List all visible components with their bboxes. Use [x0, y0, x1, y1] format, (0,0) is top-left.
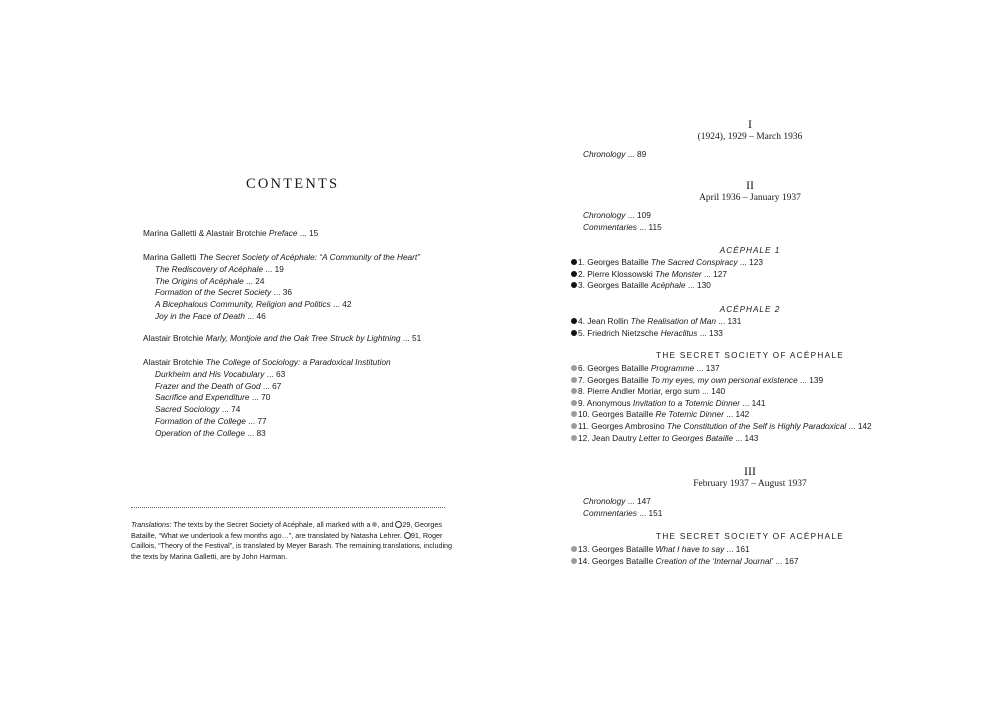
list-item: 3. Georges Bataille Acéphale ... 130: [571, 280, 763, 292]
list-item: 14. Georges Bataille Creation of the ‘Internal Journal’ ... 167: [571, 556, 799, 568]
acephale1-heading: ACÉPHALE 1: [719, 246, 781, 255]
grey-dot-icon: [571, 558, 577, 564]
entry-author: Alastair Brotchie: [143, 333, 204, 343]
entry-title: The Secret Society of Acéphale: “A Community of the Heart”: [198, 252, 421, 262]
list-item: 10. Georges Bataille Re Totemic Dinner ... 142: [571, 409, 872, 421]
toc-subitem: A Bicephalous Community, Religion and Politics ... 42: [155, 299, 352, 310]
society-heading: THE SECRET SOCIETY OF ACÉPHALE: [656, 532, 844, 541]
list-item: 8. Pierre Andler Moriar, ergo sum ... 140: [571, 386, 872, 398]
part2-entries: Chronology ... 109 Commentaries ... 115: [583, 210, 662, 232]
list-item: 12. Jean Dautry Letter to Georges Bataille ... 143: [571, 433, 872, 445]
grey-dot-icon: [571, 411, 577, 417]
translations-footnote: Translations: The texts by the Secret Society of Acéphale, all marked with a , and 29, Georges Bataille, “What we undertook a few months ago…”, are translated by Natasha Lehrer. 91, Roger Caillois, “Theory of the Festival”, is translated by Meyer Barash. The remaining translations, including the texts by Marina Galletti, are by John Harman.: [131, 520, 453, 561]
toc-subitem: The Rediscovery of Acéphale ... 19: [155, 263, 284, 274]
list-item: 6. Georges Bataille Programme ... 137: [571, 363, 872, 375]
open-circle-icon: [404, 532, 411, 539]
part-dates: April 1936 – January 1937: [699, 193, 801, 203]
list-item: 2. Pierre Klossowski The Monster ... 127: [571, 269, 763, 281]
society-heading: THE SECRET SOCIETY OF ACÉPHALE: [656, 351, 844, 360]
toc-subitem: Formation of the College ... 77: [155, 415, 267, 426]
list-item: 4. Jean Rollin The Realisation of Man ... 131: [571, 316, 741, 328]
black-dot-icon: [571, 259, 577, 265]
list-item: 11. Georges Ambrosino The Constitution of the Self is Highly Paradoxical ... 142: [571, 421, 872, 433]
part1-entries: Chronology ... 89: [583, 149, 647, 159]
grey-dot-icon: [571, 400, 577, 406]
acephale2-heading: ACÉPHALE 2: [719, 305, 781, 314]
preface-entry: [143, 228, 318, 240]
toc-subitem: Sacred Sociology ... 74: [155, 404, 241, 415]
entry-title: Marly, Montjoie and the Oak Tree Struck by Lightning: [205, 333, 401, 343]
entry-author: Marina Galletti: [143, 252, 197, 262]
acephale1-list: [571, 257, 763, 292]
essay-college: [143, 357, 391, 440]
black-dot-icon: [571, 318, 577, 324]
entry-author: Alastair Brotchie: [143, 357, 204, 367]
part-numeral: I: [748, 117, 752, 131]
entry-author: Marina Galletti & Alastair Brotchie: [143, 228, 267, 238]
footnote-divider: [131, 507, 445, 508]
entry-page: ... 15: [299, 228, 319, 238]
society-list-3: [571, 544, 799, 567]
entry-page: ... 51: [402, 333, 422, 343]
grey-dot-icon: [571, 435, 577, 441]
grey-dot-icon: [571, 546, 577, 552]
toc-subitem: Durkheim and His Vocabulary ... 63: [155, 368, 286, 379]
entry-title: Preface: [268, 228, 298, 238]
toc-subitem: The Origins of Acéphale ... 24: [155, 275, 265, 286]
part-dates: (1924), 1929 – March 1936: [697, 132, 803, 142]
list-item: 9. Anonymous Invitation to a Totemic Dinner ... 141: [571, 398, 872, 410]
toc-subitem: Joy in the Face of Death ... 46: [155, 310, 266, 321]
toc-subitem: Operation of the College ... 83: [155, 427, 266, 438]
essay-marly: [143, 333, 421, 345]
grey-dot-icon: [571, 377, 577, 383]
society-list: [571, 363, 872, 444]
toc-subitem: Formation of the Secret Society ... 36: [155, 287, 292, 298]
black-dot-icon: [571, 282, 577, 288]
contents-title: CONTENTS: [246, 176, 340, 192]
part-numeral: III: [744, 464, 756, 478]
entry-title: The College of Sociology: a Paradoxical Institution: [205, 357, 391, 367]
right-page: [500, 0, 1000, 707]
grey-dot-icon: [571, 423, 577, 429]
grey-dot-icon: [571, 388, 577, 394]
part-dates: February 1937 – August 1937: [693, 479, 807, 489]
black-dot-icon: [571, 330, 577, 336]
essay-galletti: [143, 252, 420, 323]
acephale2-list: [571, 316, 741, 339]
list-item: 13. Georges Bataille What I have to say ... 161: [571, 544, 799, 556]
list-item: 7. Georges Bataille To my eyes, my own personal existence ... 139: [571, 375, 872, 387]
part-numeral: II: [746, 178, 754, 192]
list-item: 1. Georges Bataille The Sacred Conspiracy ... 123: [571, 257, 763, 269]
list-item: 5. Friedrich Nietzsche Heraclitus ... 133: [571, 328, 741, 340]
part3-entries: Chronology ... 147 Commentaries ... 151: [583, 496, 663, 518]
grey-dot-icon: [571, 365, 577, 371]
toc-subitem: Frazer and the Death of God ... 67: [155, 380, 282, 391]
toc-subitem: Sacrifice and Expenditure ... 70: [155, 392, 271, 403]
black-dot-icon: [571, 271, 577, 277]
